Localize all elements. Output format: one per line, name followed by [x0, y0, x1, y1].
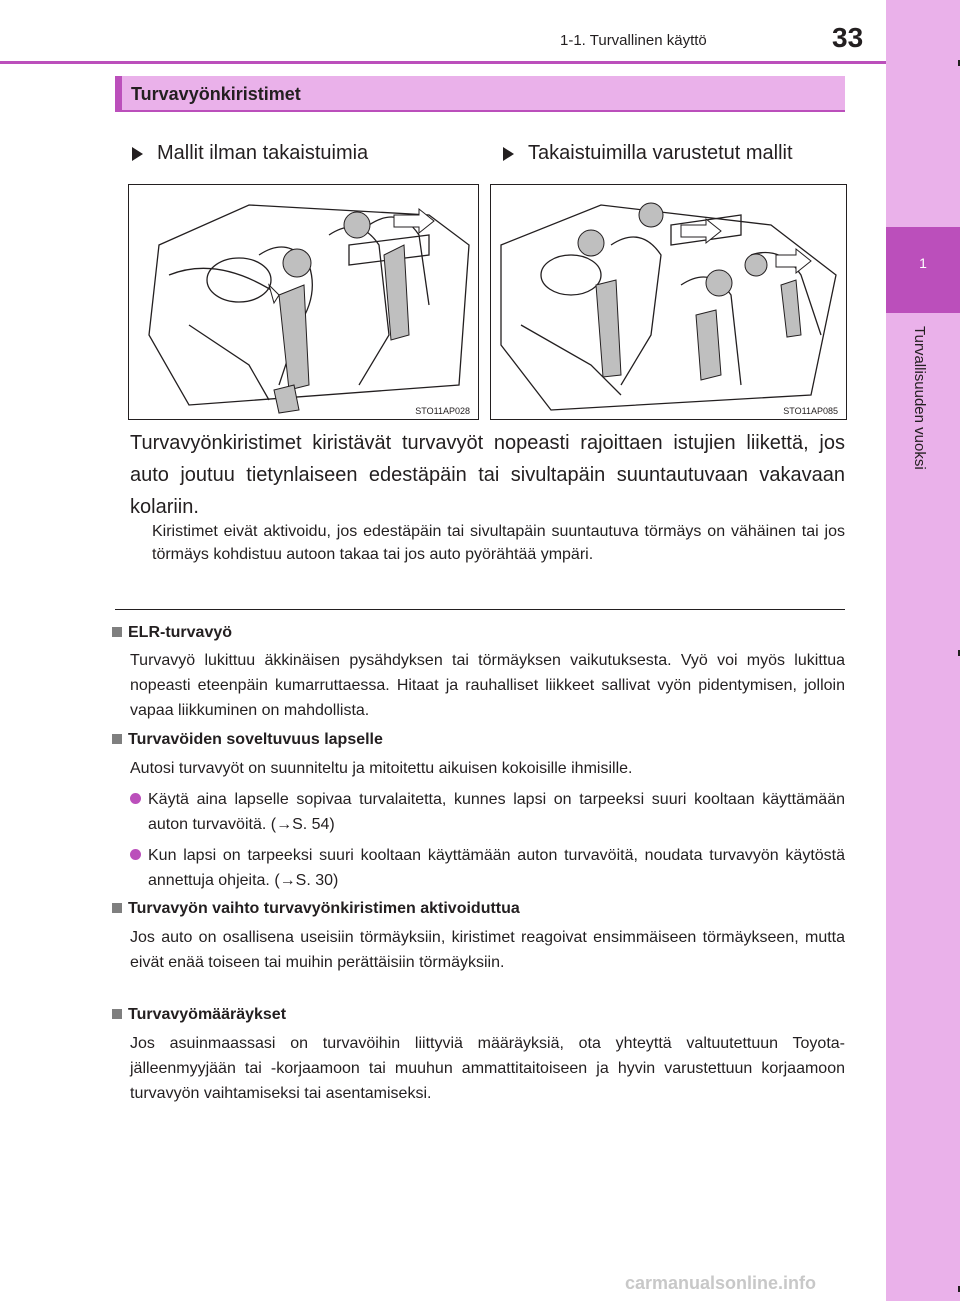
section-body: Jos asuinmaassasi on turvavöihin liittyviä määräyksiä, ota yhteyttä valtuutettuun Toyota-jälleenmyyjään tai -korjaamoon tai muuhun ammattitaitoiseen ja hyvin varustettuun korjaamoon turvavyön vaihtamiseksi tai asentamiseksi. — [130, 1035, 845, 1102]
section-heading-text: Turvavyön vaihto turvavyönkiristimen aktivoiduttua — [128, 900, 520, 917]
section-heading — [112, 731, 383, 749]
section-body: Jos auto on osallisena useisiin törmäyksiin, kiristimet reagoivat ensimmäiseen törmäykseen, mutta eivät enää toiseen tai muihin perättäisiin törmäyksiin. — [130, 929, 845, 971]
list-item-text: Kun lapsi on tarpeeksi suuri kooltaan käyttämään auton turvavöitä, noudata turvavyön käytöstä annettuja ohjeita. (→S. 30) — [148, 847, 845, 889]
section-title: Turvavyönkiristimet — [131, 84, 301, 104]
intro-paragraph: Turvavyönkiristimet kiristävät turvavyöt nopeasti rajoittaen istujien liikettä, jos auto joutuu tietynlaiseen edestäpäin tai sivultapäin suuntautuvaan vakavaan kolariin. — [130, 432, 845, 518]
figure-no-rear-seats — [128, 184, 479, 420]
car-interior-illustration — [491, 185, 846, 419]
triangle-bullet-icon — [503, 147, 514, 161]
chapter-sidebar — [886, 0, 960, 1301]
watermark: carmanualsonline.info — [625, 1273, 817, 1293]
square-bullet-icon — [112, 1009, 122, 1019]
section-heading-text: Turvavyömääräykset — [128, 1006, 287, 1023]
subtitle-right — [503, 142, 793, 165]
subtitle-right-text: Takaistuimilla varustetut mallit — [528, 142, 793, 164]
intro-note: Kiristimet eivät aktivoidu, jos edestäpäin tai sivultapäin suuntautuva törmäys on vähäinen tai jos törmäys kohdistuu autoon takaa tai jos auto pyörähtää ympäri. — [152, 523, 845, 563]
title-accent — [115, 76, 122, 110]
square-bullet-icon — [112, 734, 122, 744]
square-bullet-icon — [112, 903, 122, 913]
section-heading-text: Turvavöiden soveltuvuus lapselle — [128, 731, 383, 748]
square-bullet-icon — [112, 627, 122, 637]
subtitle-left-text: Mallit ilman takaistuimia — [157, 142, 369, 164]
page-number: 33 — [832, 22, 864, 53]
chapter-title: Turvallisuuden vuoksi — [911, 326, 928, 470]
round-bullet-icon — [130, 849, 141, 860]
title-underline — [115, 110, 845, 112]
figure-with-rear-seats — [490, 184, 847, 420]
running-header: 1-1. Turvallinen käyttö — [560, 32, 707, 49]
car-interior-illustration — [129, 185, 478, 419]
triangle-bullet-icon — [132, 147, 143, 161]
list-item-text: Käytä aina lapselle sopivaa turvalaitetta, kunnes lapsi on tarpeeksi suuri kooltaan käyttämään auton turvavöitä. (→S. 54) — [148, 791, 845, 833]
section-heading-text: ELR-turvavyö — [128, 624, 233, 641]
section-heading — [112, 900, 520, 918]
subtitle-left — [132, 142, 368, 165]
round-bullet-icon — [130, 793, 141, 804]
list-item — [130, 843, 845, 893]
section-heading — [112, 1006, 286, 1024]
section-body: Turvavyö lukittuu äkkinäisen pysähdyksen tai törmäyksen vaikutuksesta. Vyö voi myös lukittua nopeasti eteenpäin kumarruttaessa. Hitaat ja rauhalliset liikkeet sallivat vyön pidentymisen, jolloin vapaa liikkuminen on mahdollista. — [130, 652, 845, 719]
section-divider — [115, 609, 845, 610]
section-heading — [112, 624, 232, 642]
section-body: Autosi turvavyöt on suunniteltu ja mitoitettu aikuisen kokoisille ihmisille. — [130, 760, 633, 777]
list-item — [130, 787, 845, 837]
figure-code: STO11AP028 — [415, 406, 470, 416]
header-rule — [0, 61, 886, 64]
figure-code: STO11AP085 — [783, 406, 838, 416]
chapter-number: 1 — [919, 255, 927, 271]
